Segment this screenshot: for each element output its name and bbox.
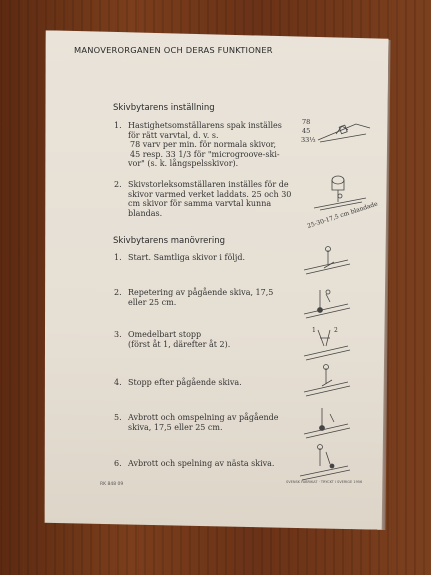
item-line: Omedelbart stopp — [128, 330, 202, 339]
item-number: 4. — [114, 378, 122, 387]
item-number: 5. — [114, 413, 122, 422]
item-line: cm skivor för samma varvtal kunna — [128, 199, 272, 208]
print-code-right: SVENSK FABRIKAT · TRYCKT I SVERIGE 1956 — [286, 480, 363, 484]
speed-label-45: 45 — [302, 127, 311, 135]
item-line: Hastighetsomställarens spak inställes — [128, 121, 282, 130]
item-line: Skivstorleksomställaren inställes för de — [128, 180, 289, 189]
item-number: 2. — [114, 180, 122, 189]
stop-step-2-label: 2 — [334, 327, 338, 334]
item-number: 1. — [114, 253, 122, 262]
item-number: 3. — [114, 330, 122, 339]
section-heading-installation: Skivbytarens inställning — [113, 103, 215, 113]
size-scale-label: 25-30-17,5 cm blandade — [306, 200, 379, 230]
item-number: 2. — [114, 288, 122, 297]
item-line: skivor varmed verket laddats. 25 och 30 — [128, 189, 292, 199]
item-line: Stopp efter pågående skiva. — [128, 378, 242, 387]
item-line: vor" (s. k. långspelsskivor). — [128, 159, 239, 168]
replay-illustration — [300, 400, 360, 444]
item-line: Start. Samtliga skivor i följd. — [128, 253, 245, 262]
item-line: 78 varv per min. för normala skivor, — [130, 140, 277, 149]
item-line: (först åt 1, därefter åt 2). — [128, 339, 231, 349]
immediate-stop-illustration — [300, 320, 360, 364]
page-title: MANOVERORGANEN OCH DERAS FUNKTIONER — [74, 45, 273, 55]
stop-step-1-label: 1 — [312, 327, 316, 334]
item-number: 6. — [114, 459, 122, 468]
repeat-illustration — [300, 282, 360, 324]
item-line: 45 resp. 33 1/3 för "microgroove-ski- — [130, 149, 280, 159]
item-line: skiva, 17,5 eller 25 cm. — [128, 422, 223, 432]
start-illustration — [300, 240, 360, 280]
size-selector-illustration — [300, 162, 380, 232]
item-number: 1. — [114, 121, 122, 130]
item-line: Repetering av pågående skiva, 17,5 — [128, 288, 274, 297]
item-line: blandas. — [128, 208, 163, 218]
section-heading-operation: Skivbytarens manövrering — [113, 236, 226, 246]
item-line: Avbrott och omspelning av pågående — [128, 413, 279, 422]
speed-label-78: 78 — [302, 118, 311, 126]
print-code-left: RK 848 09 — [100, 482, 124, 487]
item-line: eller 25 cm. — [128, 297, 177, 307]
item-line: för rätt varvtal, d. v. s. — [128, 130, 219, 140]
stop-after-record-illustration — [300, 360, 360, 400]
item-line: Avbrott och spelning av nästa skiva. — [128, 459, 275, 468]
speed-label-33: 33⅓ — [301, 136, 316, 144]
speed-selector-illustration — [296, 112, 376, 152]
